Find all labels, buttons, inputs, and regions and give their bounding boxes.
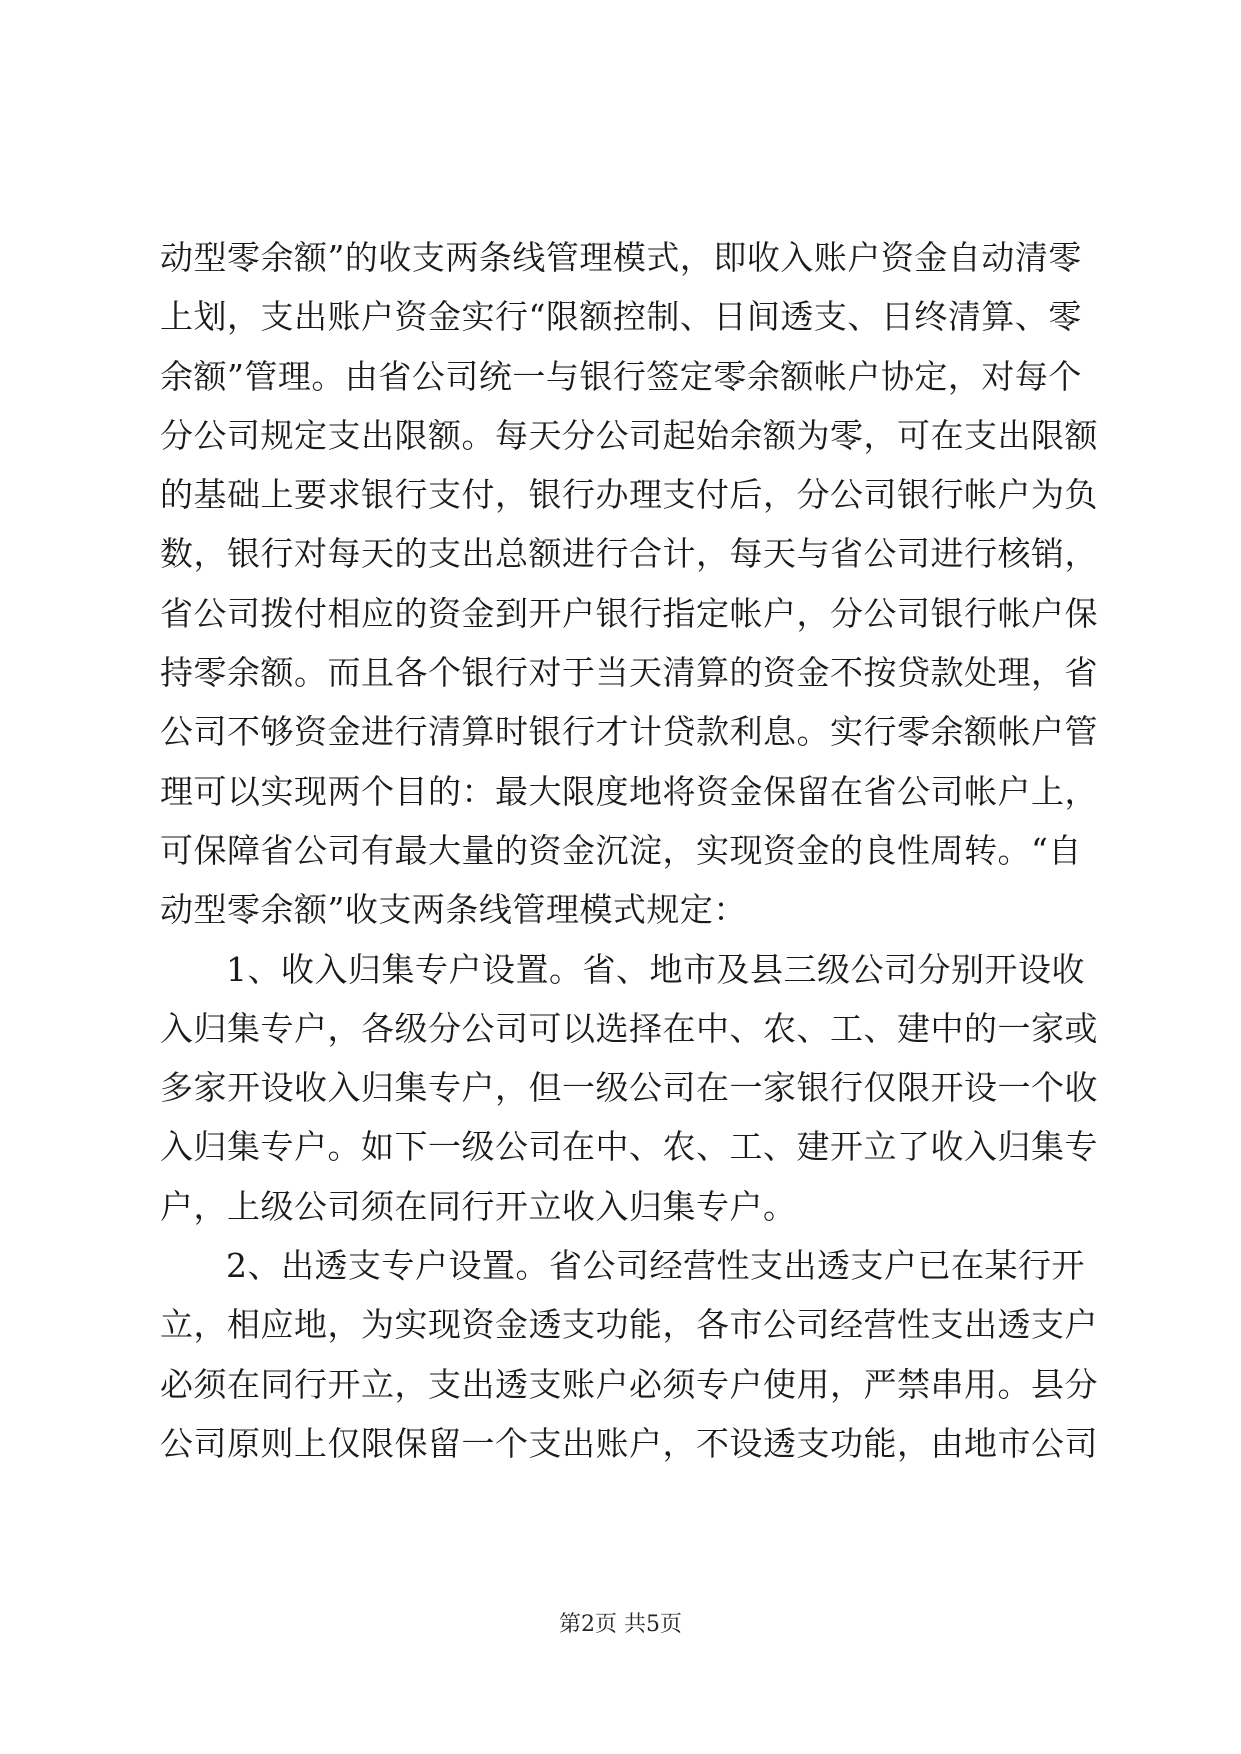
text-line: 上划，支出账户资金实行“限额控制、日间透支、日终清算、零: [160, 297, 1082, 337]
page-number-footer: 第2页 共5页: [559, 1612, 682, 1637]
text-line: 入归集专户，各级分公司可以选择在中、农、工、建中的一家或: [160, 1008, 1098, 1048]
text-line: 多家开设收入归集专户，但一级公司在一家银行仅限开设一个收: [160, 1068, 1098, 1108]
text-line: 数，银行对每天的支出总额进行合计，每天与省公司进行核销，: [160, 534, 1098, 574]
text-line: 持零余额。而且各个银行对于当天清算的资金不按贷款处理，省: [160, 653, 1098, 693]
text-line: 的基础上要求银行支付，银行办理支付后，分公司银行帐户为负: [160, 475, 1098, 515]
paragraph-2-first-line: 2、出透支专户设置。省公司经营性支出透支户已在某行开: [226, 1246, 1085, 1286]
text-line: 户，上级公司须在同行开立收入归集专户。: [160, 1186, 797, 1226]
text-line: 可保障省公司有最大量的资金沉淀，实现资金的良性周转。“自: [160, 830, 1082, 870]
text-line: 分公司规定支出限额。每天分公司起始余额为零，可在支出限额: [160, 415, 1098, 455]
text-line: 余额”管理。由省公司统一与银行签定零余额帐户协定，对每个: [160, 356, 1082, 396]
text-line: 动型零余额”收支两条线管理模式规定：: [160, 890, 747, 930]
text-line: 立，相应地，为实现资金透支功能，各市公司经营性支出透支户: [160, 1305, 1098, 1345]
text-line: 必须在同行开立，支出透支账户必须专户使用，严禁串用。县分: [160, 1364, 1098, 1404]
text-line: 公司原则上仅限保留一个支出账户，不设透支功能，由地市公司: [160, 1423, 1098, 1463]
text-line: 理可以实现两个目的：最大限度地将资金保留在省公司帐户上，: [160, 771, 1098, 811]
text-line: 入归集专户。如下一级公司在中、农、工、建开立了收入归集专: [160, 1127, 1098, 1167]
text-line: 公司不够资金进行清算时银行才计贷款利息。实行零余额帐户管: [160, 712, 1098, 752]
text-line: 动型零余额”的收支两条线管理模式，即收入账户资金自动清零: [160, 238, 1082, 277]
document-body: [160, 228, 1098, 1473]
paragraph-1-first-line: 1、收入归集专户设置。省、地市及县三级公司分别开设收: [226, 949, 1085, 989]
text-line: 省公司拨付相应的资金到开户银行指定帐户，分公司银行帐户保: [160, 593, 1098, 633]
